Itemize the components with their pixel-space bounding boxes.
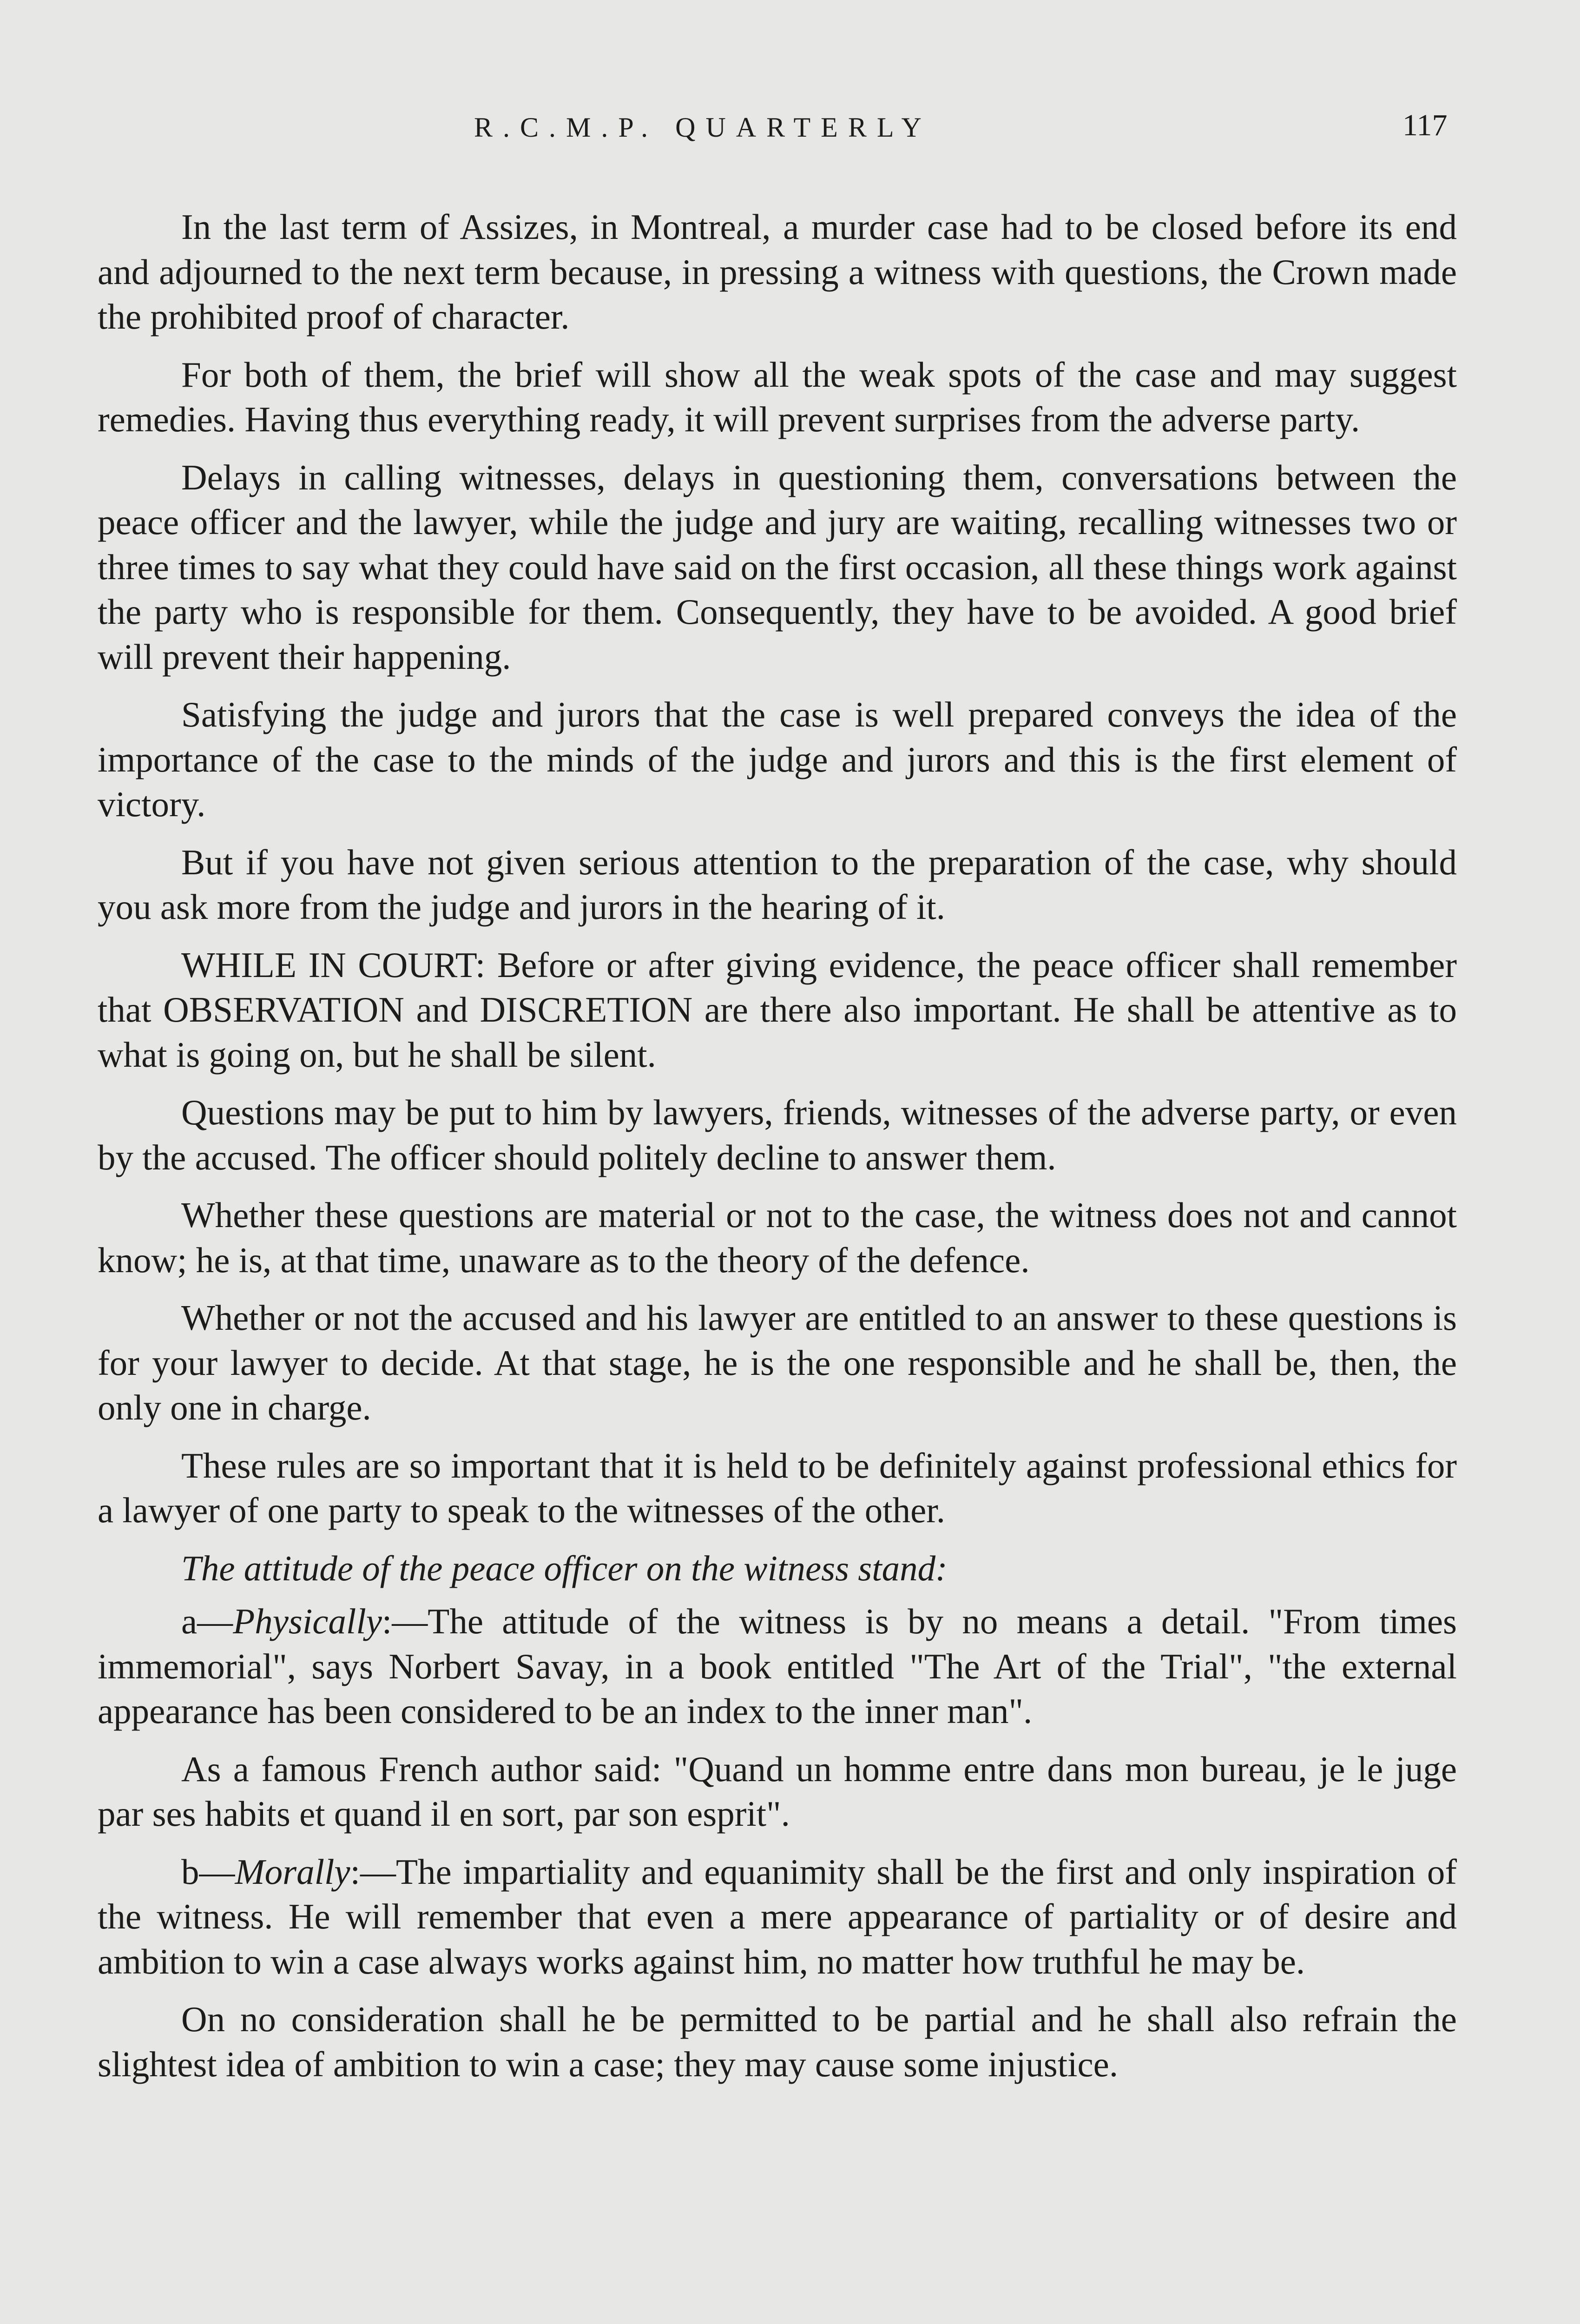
running-head-title: R.C.M.P. QUARTERLY bbox=[474, 112, 932, 143]
paragraph-delays: Delays in calling witnesses, delays in questioning them, conversations between the peace officer and the lawyer, while the judge and jury are waiting, recalling witnesses two or three times to say what they could have said on the first occasion, all these things work against the party who is responsible for them. Consequently, they have to be avoided. A good brief will prevent their happening. bbox=[98, 457, 1457, 677]
paragraph-satisfying-judge: Satisfying the judge and jurors that the case is well prepared conveys the idea of the importance of the case to the minds of the judge and jurors and this is the first element of victory. bbox=[98, 694, 1457, 824]
physically-prefix: a— bbox=[181, 1601, 233, 1641]
paragraph-brief-weak-spots: For both of them, the brief will show all the weak spots of the case and may suggest remedies. Having thus everything ready, it will prevent surprises from the adverse party. bbox=[98, 354, 1457, 439]
paragraph-french-quote: As a famous French author said: "Quand un homme entre dans mon bureau, je le juge par ses habits et quand il en sort, par son esprit". bbox=[98, 1749, 1457, 1834]
paragraph-serious-attention: But if you have not given serious attention to the preparation of the case, why should you ask more from the judge and jurors in the hearing of it. bbox=[98, 842, 1457, 927]
morally-text: :—The impartiality and equanimity shall be the first and only inspiration of the witness. He will remember that even a mere appearance of partiality or of desire and ambition to win a case always works against him, no matter how truthful he may be. bbox=[98, 1851, 1457, 1981]
paragraph-professional-ethics: These rules are so important that it is held to be definitely against professional ethics for a lawyer of one party to speak to the witnesses of the other. bbox=[98, 1445, 1457, 1530]
paragraph-morally bbox=[98, 1849, 1457, 1984]
paragraph-no-consideration: On no consideration shall he be permitted to be partial and he shall also refrain the slightest idea of ambition to win a case; they may cause some injustice. bbox=[98, 1999, 1457, 2084]
paragraph-while-in-court: WHILE IN COURT: Before or after giving evidence, the peace officer shall remember that OBSERVATION and DISCRETION are there also important. He shall be attentive as to what is going on, but he shall be silent. bbox=[98, 944, 1457, 1075]
paragraph-assizes-case: In the last term of Assizes, in Montreal, a murder case had to be closed before its end and adjourned to the next term because, in pressing a witness with questions, the Crown made the prohibited proof of character. bbox=[98, 207, 1457, 337]
paragraph-physically bbox=[98, 1599, 1457, 1734]
morally-prefix: b— bbox=[181, 1851, 235, 1892]
physically-term: Physically bbox=[233, 1601, 382, 1641]
paragraph-questions-put: Questions may be put to him by lawyers, friends, witnesses of the adverse party, or even by the accused. The officer should politely decline to answer them. bbox=[98, 1092, 1457, 1177]
page-number: 117 bbox=[1402, 108, 1448, 142]
paragraph-material-questions: Whether these questions are material or not to the case, the witness does not and cannot know; he is, at that time, unaware as to the theory of the defence. bbox=[98, 1195, 1457, 1280]
morally-term: Morally bbox=[235, 1851, 350, 1892]
physically-text: :—The attitude of the witness is by no means a detail. "From times immemorial", says Norbert Savay, in a book entitled "The Art of the Trial", "the external appearance has been considered to be an index to the inner man". bbox=[98, 1601, 1457, 1731]
paragraph-lawyer-decides: Whether or not the accused and his lawyer are entitled to an answer to these questions is for your lawyer to decide. At that stage, he is the one responsible and he shall be, then, the only one in charge. bbox=[98, 1298, 1457, 1427]
body-text bbox=[98, 205, 1457, 2100]
section-heading: The attitude of the peace officer on the witness stand: bbox=[181, 1548, 948, 1588]
